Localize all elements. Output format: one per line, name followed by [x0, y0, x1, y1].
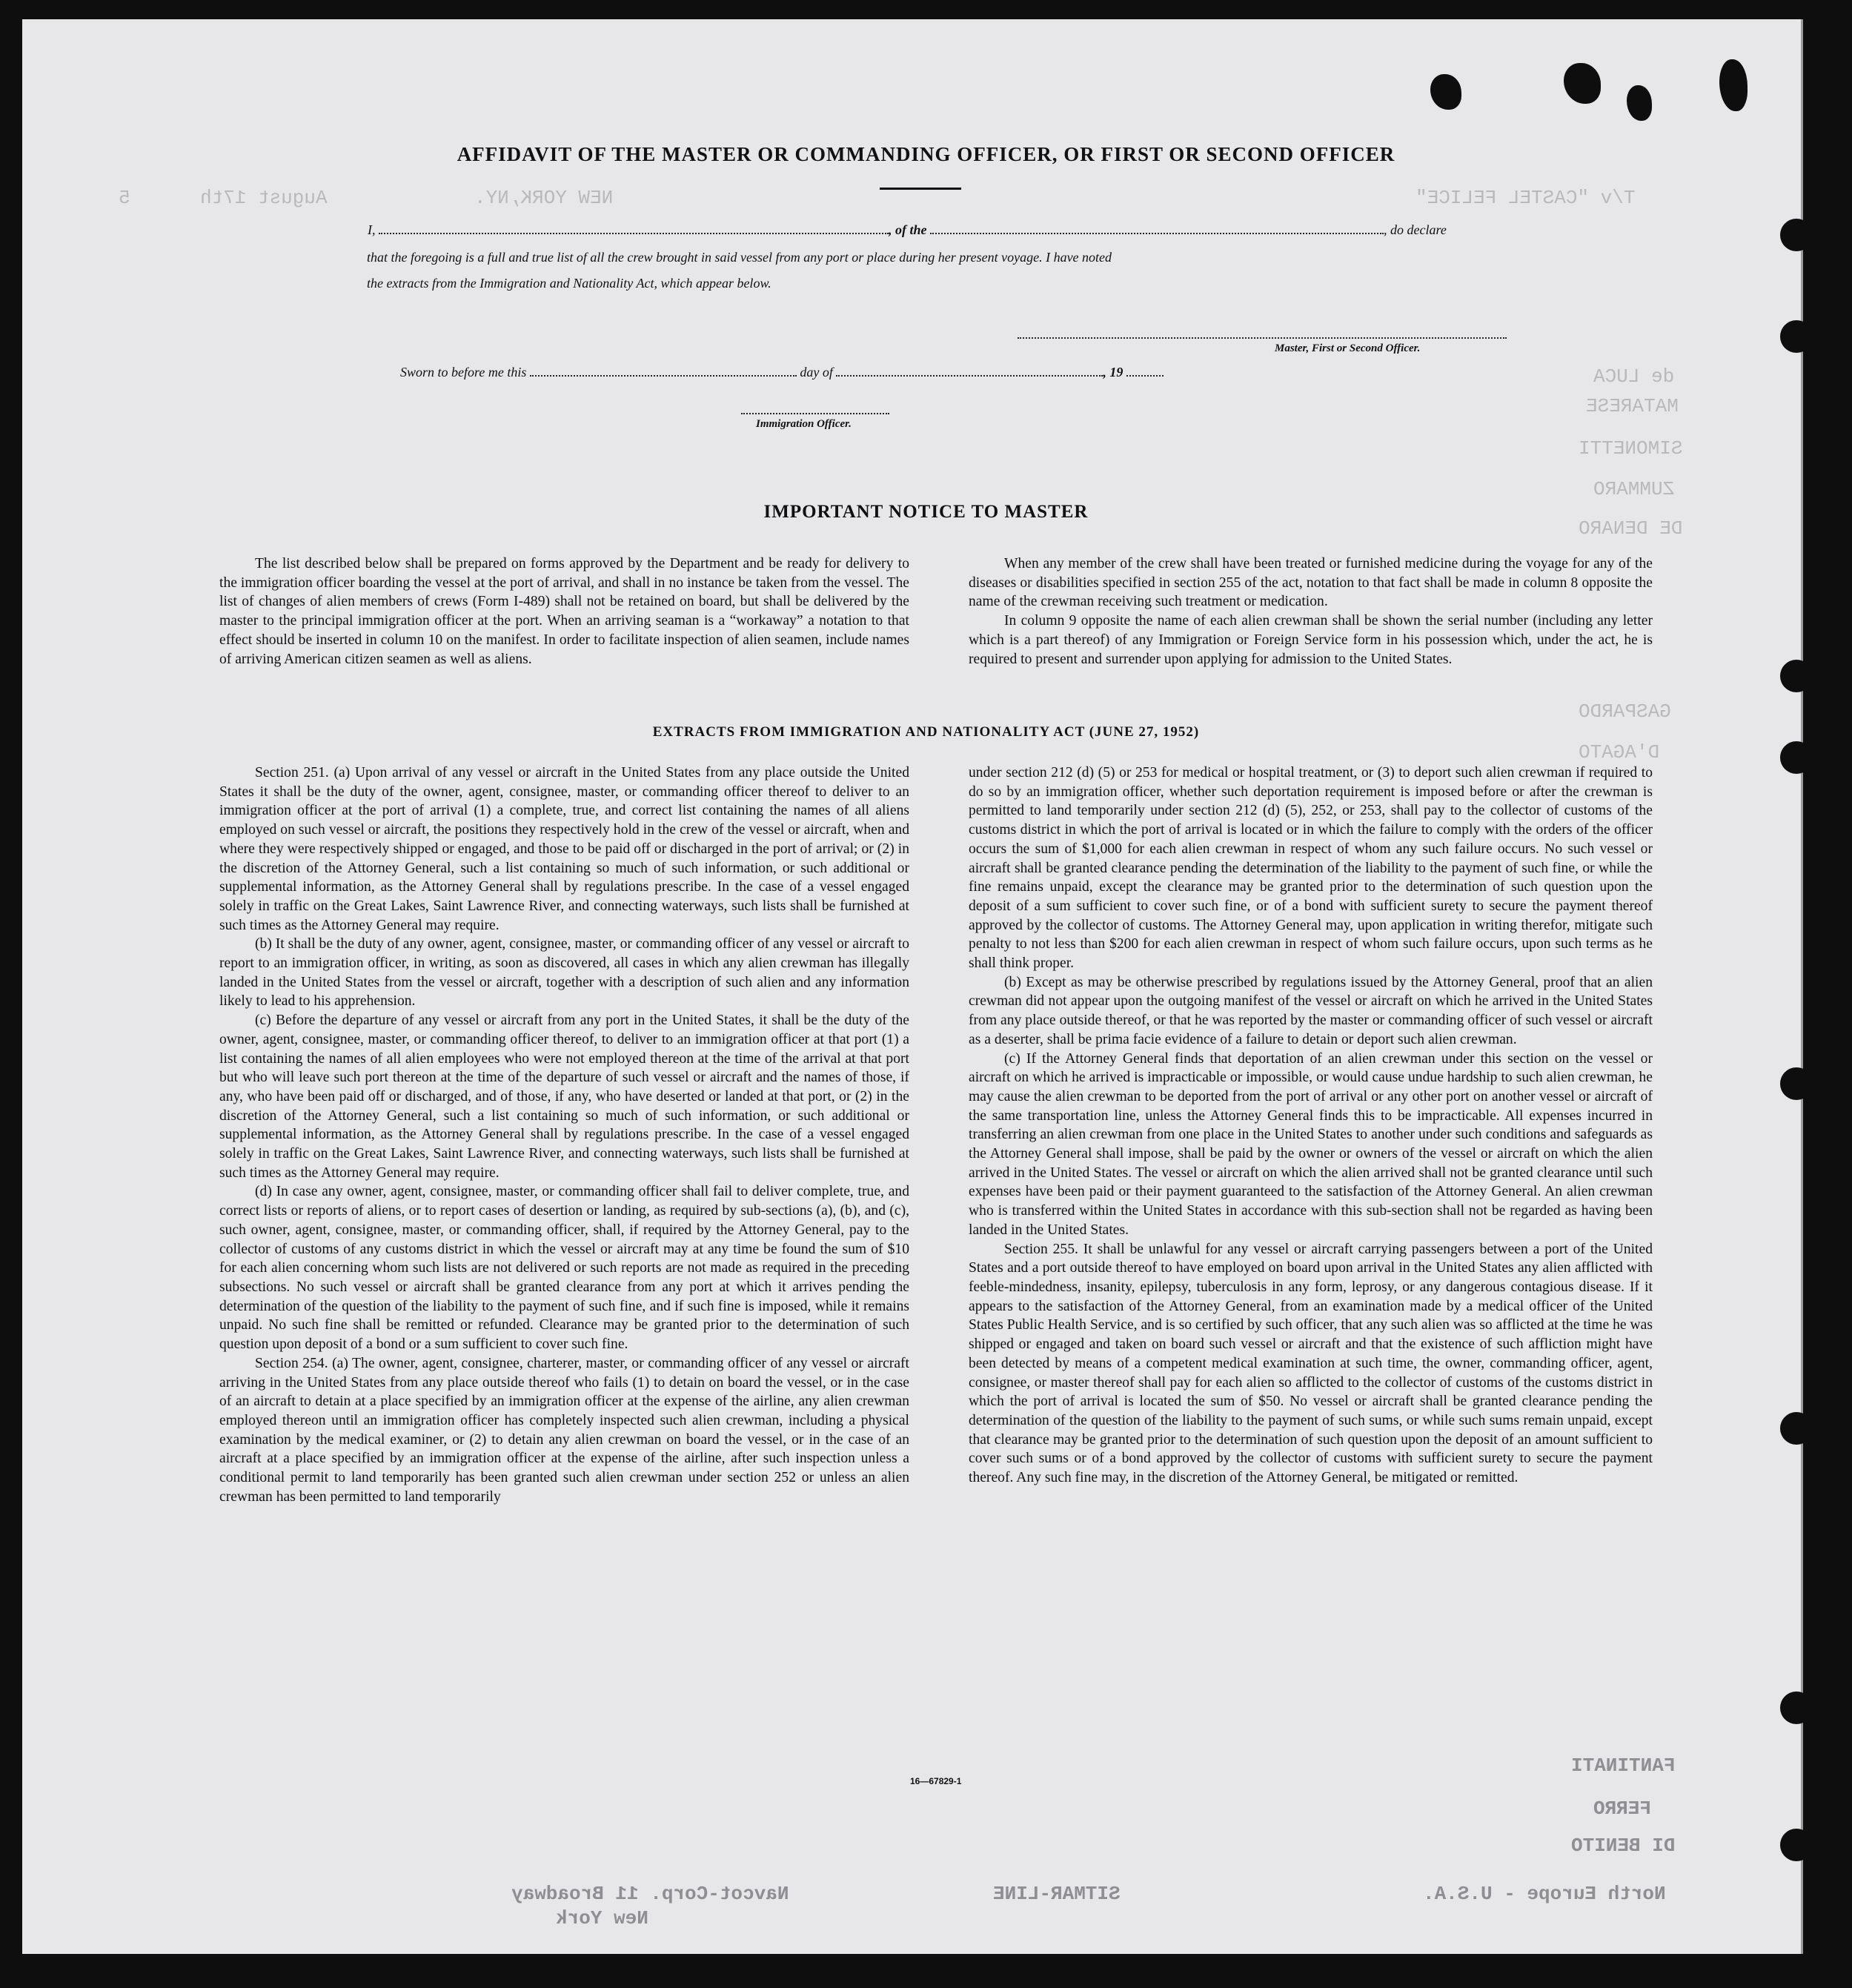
title-divider — [880, 188, 961, 190]
affiant-label: I, — [368, 222, 376, 237]
show-through-name: SIMONETTI — [1579, 437, 1683, 460]
extracts-column-right — [969, 763, 1653, 1488]
show-through-name: D'AGATO — [1579, 741, 1660, 763]
immigration-officer-label: Immigration Officer. — [756, 418, 852, 430]
show-through-name: MATARESE — [1586, 395, 1679, 417]
sworn-month-field[interactable] — [836, 365, 1103, 377]
do-declare-label: , do declare — [1384, 222, 1447, 237]
punch-hole — [1780, 1692, 1813, 1724]
section-254-a: Section 254. (a) The owner, agent, consignee, charterer, master, or commanding officer of any vessel or aircraft arriving in the United States from any place outside thereof who fails (1) to detain on board the vessel, or in the case of an aircraft to detain at a place specified by an immigration officer at the expense of the airline, any alien crewman employed thereon until an immigration officer has completely inspected such alien crewman, including a physical examination by the medical examiner, or (2) to detain any alien crewman on board the vessel, or in the case of an aircraft at a place specified by an immigration officer at the expense of the airline, after such inspection unless a conditional permit to land temporarily has been granted such alien crewman under section 252 or unless an alien crewman has been permitted to land temporarily — [219, 1355, 909, 1505]
notice-paragraph: The list described below shall be prepared on forms approved by the Department and be ready for delivery to the immigration officer boarding the vessel at the port of arrival, and shall in no instance be taken from the vessel. The list of changes of alien members of crews (Form I-489) shall not be retained on board, but shall be delivered by the master to the principal immigration officer at the port. When an arriving seaman is a “workaway” a notation to that effect should be inserted in column 10 on the manifest. In order to facilitate inspection of alien seamen, include names of arriving American citizen seamen as well as aliens. — [219, 556, 909, 667]
show-through-name: FANTINATI — [1571, 1755, 1676, 1777]
show-through-footer: Navcot-Corp. 11 Broadway — [511, 1883, 789, 1905]
section-254-c: (c) If the Attorney General finds that deportation of an alien crewman under this section on the vessel or aircraft on which he arrived is impracticable or impossible, or would cause undue hardship to such alien crewman, he may cause the alien crewman to be deported from the port of arrival or any other port on another vessel or aircraft of the same transportation line, unless the Attorney General finds this to be impracticable. All expenses incurred in transferring an alien crewman from one place in the United States to another under such conditions and safeguards as the Attorney General shall impose, shall be paid by the owner or owners of the vessel or aircraft on which the alien arrived in the United States. The vessel or aircraft on which the alien arrived shall not be granted clearance until such expenses have been paid or their payment guaranteed to the satisfaction of the Attorney General. An alien crewman who is transferred within the United States in accordance with this sub-section shall not be regarded as having been landed in the United States. — [969, 1050, 1653, 1238]
form-number: 16—67829-1 — [910, 1776, 962, 1786]
show-through-page: 5 — [119, 187, 130, 209]
section-251-b: (b) It shall be the duty of any owner, agent, consignee, master, or commanding officer of any vessel or aircraft to report to an immigration officer, in writing, as soon as discovered, all cases in which any alien crewman has illegally landed in the United States from the vessel or aircraft, together with a description of such alien and any information likely to lead to his apprehension. — [219, 936, 909, 1010]
extracts-column-left — [219, 763, 909, 1506]
affidavit-line-3: the extracts from the Immigration and Nationality Act, which appear below. — [367, 276, 771, 291]
day-of-label: day of — [800, 365, 833, 380]
year-label: , 19 — [1103, 365, 1124, 380]
show-through-port: NEW YORK,NY. — [474, 187, 614, 209]
sworn-day-field[interactable] — [530, 365, 797, 377]
punch-hole — [1780, 1829, 1813, 1861]
show-through-footer: North Europe - U.S.A. — [1423, 1883, 1666, 1905]
show-through-name: DE DENARO — [1579, 517, 1683, 540]
immigration-officer-signature-line[interactable] — [741, 413, 889, 414]
section-254-a-cont: under section 212 (d) (5) or 253 for medical or hospital treatment, or (3) to deport such alien crewman if required to do so by an immigration officer, whether such deportation requirement is imposed before or after the crewman is permitted to land temporarily under section 212 (d) (5), 252, or 253, shall pay to the collector of customs of the customs district in which the port of arrival is located or in which the failure to comply with the orders of the officer occurs the sum of $1,000 for each alien crewman in respect of whom any such failure occurs. No such vessel or aircraft shall be granted clearance pending the determination of the liability to the payment of such fine, or while the fine remains unpaid, except the clearance may be granted prior to the determination of such question upon the deposit of a sum sufficient to cover such fine, or of a bond with sufficient surety to secure the payment thereof approved by the collector of customs. The Attorney General may, upon application in writing therefor, mitigate such penalty to not less than $200 for each alien crewman in respect of whom such failure occurs, upon such terms as he shall think proper. — [969, 765, 1653, 972]
notice-paragraph: When any member of the crew shall have been treated or furnished medicine during the voyage for any of the diseases or disabilities specified in section 255 of the act, notation to that fact shall be made in column 8 opposite the name of the crewman receiving such treatment or medication. — [969, 556, 1653, 610]
affiant-name-field[interactable] — [379, 222, 889, 234]
notice-column-right — [969, 554, 1653, 669]
of-the-label: , of the — [889, 222, 927, 237]
punch-hole — [1780, 320, 1813, 353]
punch-hole — [1780, 1067, 1813, 1100]
show-through-name: DI BENITO — [1571, 1835, 1676, 1857]
section-254-b: (b) Except as may be otherwise prescribed by regulations issued by the Attorney General, proof that an alien crewman did not appear upon the outgoing manifest of the vessel or aircraft on which he arrived in the United States from any place outside thereof, or that he was reported by the master or commanding officer of such vessel or aircraft as a deserter, shall be prima facie evidence of a failure to detain or deport such alien crewman. — [969, 974, 1653, 1047]
show-through-date: August 17th — [200, 187, 328, 209]
show-through-name: ZUMMARO — [1593, 478, 1675, 500]
show-through-footer: SITMAR-LINE — [993, 1883, 1121, 1905]
section-255: Section 255. It shall be unlawful for any vessel or aircraft carrying passengers between a port of the United States and a port outside thereof to have employed on board upon arrival in the United States any alien afflicted with feeble-mindedness, insanity, epilepsy, tuberculosis in any form, leprosy, or any dangerous contagious disease. If it appears to the satisfaction of the Attorney General, from an examination made by a medical officer of the United States Public Health Service, and is so certified by such officer, that any such alien was so afflicted at the time he was shipped or engaged and taken on board such vessel or aircraft and that the existence of such affliction might have been detected by means of a competent medical examination at such time, the owner, commanding officer, agent, consignee, or master thereof shall pay for each alien so afflicted to the collector of customs of the customs district in which the port of arrival is located the sum of $50. No vessel or aircraft shall be granted clearance pending the determination of the question of the liability to the payment of such sums, or while such sums remain unpaid, except that clearance may be granted prior to the determination of such question upon the deposit of an amount sufficient to cover such sums or of a bond approved by the collector of customs with sufficient surety to secure the payment thereof. Any such fine may, in the discretion of the Attorney General, be mitigated or remitted. — [969, 1241, 1653, 1486]
punch-hole — [1780, 741, 1813, 774]
affidavit-line-2: that the foregoing is a full and true list of all the crew brought in said vessel from any port or place during her present voyage. I have noted — [367, 250, 1112, 265]
notice-column-left — [219, 554, 909, 669]
show-through-name: GASPARDO — [1579, 700, 1671, 723]
show-through-footer: New York — [556, 1907, 648, 1929]
notice-title: IMPORTANT NOTICE TO MASTER — [763, 502, 1089, 522]
notice-paragraph: In column 9 opposite the name of each alien crewman shall be shown the serial number (including any letter which is a part thereof) of any Immigration or Foreign Service form in his possession which, under the act, he is required to present and surrender upon applying for admission to the United States. — [969, 613, 1653, 667]
section-251-d: (d) In case any owner, agent, consignee, master, or commanding officer shall fail to deliver complete, true, and correct lists or reports of aliens, or to report cases of desertion or landing, as required by sub-sections (a), (b), and (c), such owner, agent, consignee, master, or commanding officer, shall, if required by the Attorney General, pay to the collector of customs of any customs district in which the vessel or aircraft may at any time be found the sum of $10 for each alien concerning whom such lists are not delivered or such reports are not made as required in the preceding subsections. No such vessel or aircraft shall be granted clearance from any port at which it arrives pending the determination of the question of the liability to the payment of such fine, and if such fine is imposed, while it remains unpaid. No such fine shall be remitted or refunded. Clearance may be granted prior to the determination of such question upon deposit of a bond or a sum sufficient to cover such fine. — [219, 1184, 909, 1353]
affidavit-line-1 — [368, 222, 1447, 238]
sworn-label: Sworn to before me this — [400, 365, 527, 380]
section-251-a: Section 251. (a) Upon arrival of any vessel or aircraft in the United States from any place outside the United States it shall be the duty of the owner, agent, consignee, master, or commanding officer thereof to deliver to an immigration officer at the port of arrival (1) a complete, true, and correct list containing the names of all aliens employed on such vessel or aircraft, the positions they respectively hold in the crew of the vessel or aircraft, when and where they were respectively shipped or engaged, and those to be paid off or discharged in the port of arrival; or (2) in the discretion of the Attorney General, such a list containing so much of such information, or such additional or supplemental information, as the Attorney General shall by regulations prescribe. In the case of a vessel engaged solely in traffic on the Great Lakes, Saint Lawrence River, and connecting waterways, such lists shall be furnished at such times as the Attorney General may require. — [219, 765, 909, 933]
punch-hole — [1780, 1412, 1813, 1445]
show-through-vessel: T/v "CASTEL FELICE" — [1415, 187, 1636, 209]
section-251-c: (c) Before the departure of any vessel or aircraft from any port in the United States, it shall be the duty of the owner, agent, consignee, master, or commanding officer thereof, to deliver to an immigration officer at that port (1) a list containing the names of all alien employees who were not employed thereon at the time of the arrival at that port but who will leave such port thereon at the time of the departure of such vessel or aircraft and the names of those, if any, who have been paid off or discharged, and of those, if any, who have deserted or landed at that port, or (2) in the discretion of the Attorney General, such a list containing so much of such information, or such additional or supplemental information, as the Attorney General shall by regulations prescribe. In the case of a vessel engaged solely in traffic on the Great Lakes, Saint Lawrence River, and connecting waterways, such lists shall be furnished at such times as the Attorney General may require. — [219, 1013, 909, 1181]
master-signature-line[interactable] — [1018, 337, 1507, 339]
extracts-title: EXTRACTS FROM IMMIGRATION AND NATIONALITY ACT (JUNE 27, 1952) — [652, 724, 1200, 740]
master-signature-label: Master, First or Second Officer. — [1275, 342, 1421, 354]
affidavit-title: AFFIDAVIT OF THE MASTER OR COMMANDING OFFICER, OR FIRST OR SECOND OFFICER — [457, 143, 1395, 165]
show-through-name: de LUCA — [1593, 365, 1675, 388]
sworn-line — [400, 365, 1164, 380]
sworn-year-field[interactable] — [1126, 365, 1164, 377]
punch-hole — [1780, 219, 1813, 251]
show-through-name: FERRO — [1593, 1798, 1652, 1820]
vessel-name-field[interactable] — [930, 222, 1384, 234]
punch-hole — [1780, 660, 1813, 692]
